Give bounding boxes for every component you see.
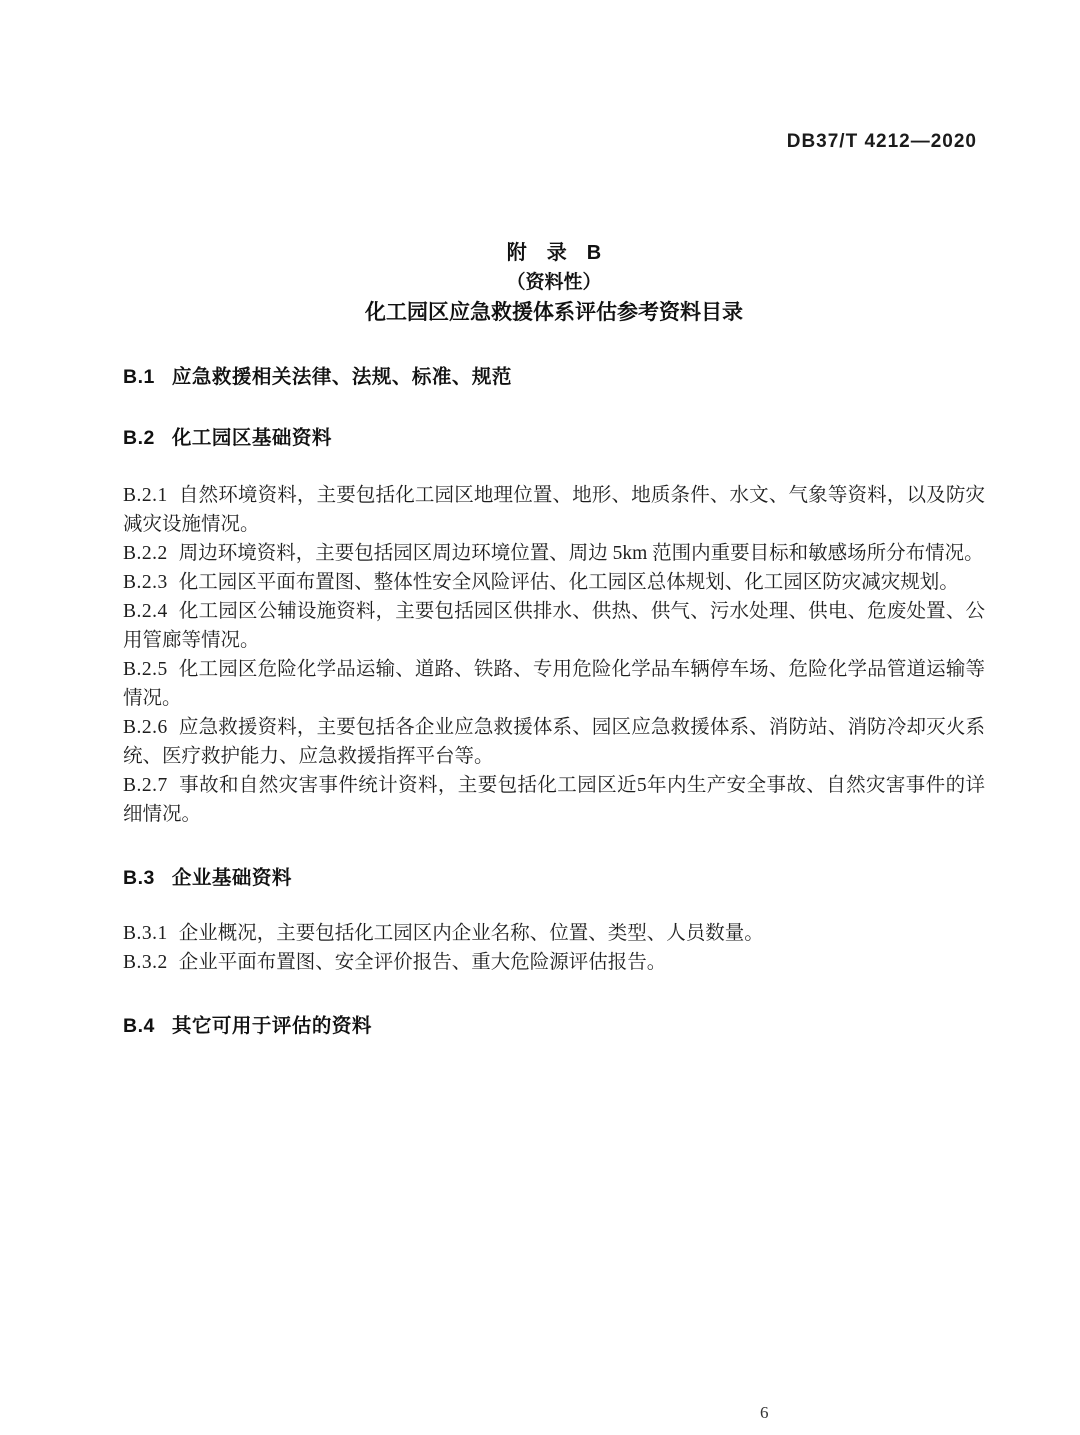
section-heading-b4 (123, 1014, 985, 1038)
appendix-label: 附 录 B (506, 242, 602, 264)
clause-id: B.2.5 (123, 659, 168, 680)
clause-id: B.2.2 (123, 543, 168, 564)
clause-b2-7 (123, 771, 985, 829)
clause-b2-3 (123, 568, 985, 597)
clause-id: B.2.7 (123, 775, 168, 796)
section-title: 应急救援相关法律、法规、标准、规范 (171, 366, 512, 388)
section-id: B.4 (123, 1015, 155, 1037)
clause-text: 化工园区危险化学品运输、道路、铁路、专用危险化学品车辆停车场、危险化学品管道运输等情况。 (123, 659, 985, 709)
clause-b2-5 (123, 655, 985, 713)
section-heading-b2 (123, 426, 985, 450)
section-id: B.3 (123, 867, 155, 889)
section-heading-b1 (123, 365, 985, 389)
appendix-main-title: 化工园区应急救援体系评估参考资料目录 (365, 301, 743, 324)
clause-id: B.2.4 (123, 601, 168, 622)
clause-b3-2 (123, 948, 985, 977)
clause-b2-1 (123, 481, 985, 539)
clause-text: 周边环境资料，主要包括园区周边环境位置、周边 5km 范围内重要目标和敏感场所分布情况。 (178, 543, 984, 564)
section-b3-clauses (123, 919, 985, 977)
clause-b2-6 (123, 713, 985, 771)
clause-id: B.3.1 (123, 923, 168, 944)
clause-b2-2 (123, 539, 985, 568)
clause-id: B.2.1 (123, 485, 168, 506)
clause-id: B.2.6 (123, 717, 168, 738)
appendix-type-note: （资料性） (506, 272, 602, 293)
clause-b3-1 (123, 919, 985, 948)
section-title: 企业基础资料 (171, 867, 292, 889)
clause-text: 化工园区平面布置图、整体性安全风险评估、化工园区总体规划、化工园区防灾减灾规划。 (178, 572, 959, 593)
clause-text: 企业平面布置图、安全评价报告、重大危险源评估报告。 (178, 952, 667, 973)
section-title: 化工园区基础资料 (171, 427, 332, 449)
section-b2-clauses (123, 481, 985, 829)
clause-text: 化工园区公辅设施资料，主要包括园区供排水、供热、供气、污水处理、供电、危废处置、公用管廊等情况。 (123, 601, 985, 651)
document-content (123, 238, 985, 1038)
section-id: B.2 (123, 427, 155, 449)
section-heading-b3 (123, 866, 985, 890)
clause-text: 企业概况，主要包括化工园区内企业名称、位置、类型、人员数量。 (178, 923, 764, 944)
standard-number: DB37/T 4212—2020 (786, 131, 977, 152)
clause-id: B.3.2 (123, 952, 168, 973)
page-number: 6 (760, 1403, 769, 1422)
section-title: 其它可用于评估的资料 (171, 1015, 372, 1037)
clause-b2-4 (123, 597, 985, 655)
section-id: B.1 (123, 366, 155, 388)
clause-text: 自然环境资料，主要包括化工园区地理位置、地形、地质条件、水文、气象等资料，以及防灾减灾设施情况。 (123, 485, 985, 535)
appendix-title-block (123, 238, 985, 328)
clause-text: 事故和自然灾害事件统计资料，主要包括化工园区近5年内生产安全事故、自然灾害事件的详细情况。 (123, 775, 985, 825)
clause-id: B.2.3 (123, 572, 168, 593)
clause-text: 应急救援资料，主要包括各企业应急救援体系、园区应急救援体系、消防站、消防冷却灭火系统、医疗救护能力、应急救援指挥平台等。 (123, 717, 985, 767)
